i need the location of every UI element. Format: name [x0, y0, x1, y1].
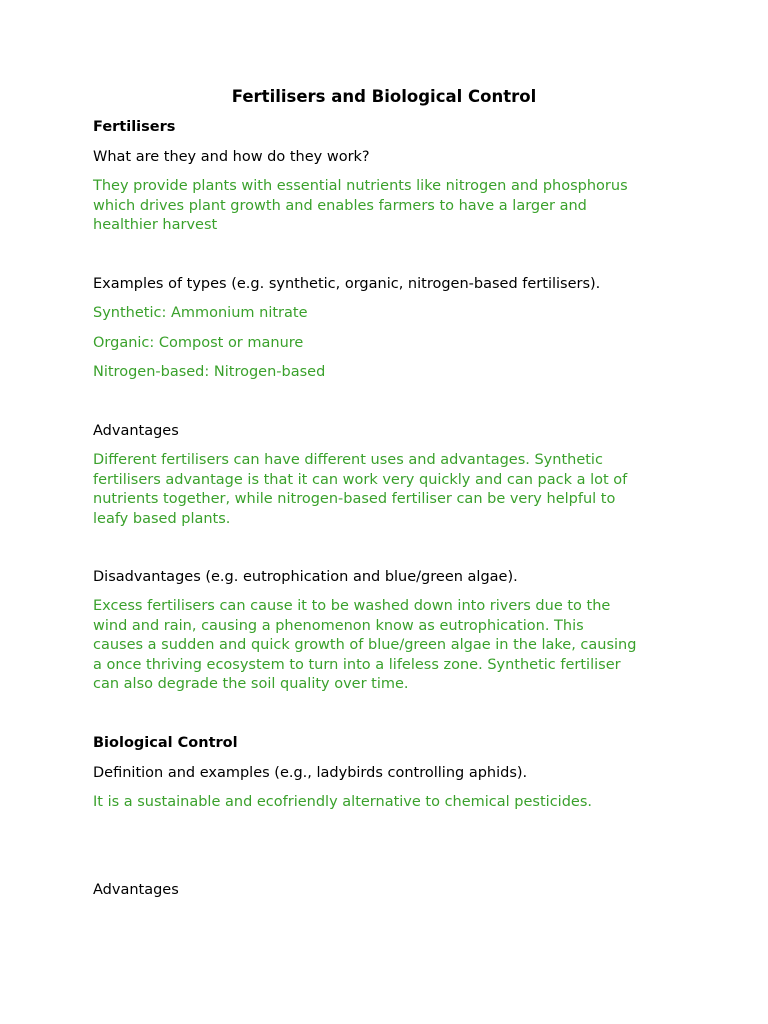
answer-line: It is a sustainable and ecofriendly alternative to chemical pesticides. [93, 794, 592, 810]
document-title: Fertilisers and Biological Control [231, 87, 537, 106]
answer-line: which drives plant growth and enables farmers to have a larger and [93, 198, 587, 214]
answer-line: can also degrade the soil quality over time. [93, 676, 409, 692]
disadvantages-label: Disadvantages (e.g. eutrophication and blue/green algae). [93, 569, 518, 585]
section-heading-fertilisers: Fertilisers [93, 119, 176, 135]
answer-line: leafy based plants. [93, 511, 231, 527]
answer-line: Excess fertilisers can cause it to be washed down into rivers due to the [93, 598, 611, 614]
answer-line: nutrients together, while nitrogen-based fertiliser can be very helpful to [93, 491, 616, 507]
advantages-label: Advantages [93, 423, 179, 439]
question-definition-and-examples: Definition and examples (e.g., ladybirds controlling aphids). [93, 765, 528, 781]
answer-line: healthier harvest [93, 217, 218, 233]
biological-control-advantages-label: Advantages [93, 882, 179, 898]
answer-line: wind and rain, causing a phenomenon know as eutrophication. This [93, 618, 584, 634]
type-synthetic: Synthetic: Ammonium nitrate [93, 305, 308, 321]
type-organic: Organic: Compost or manure [93, 335, 304, 351]
answer-line: a once thriving ecosystem to turn into a lifeless zone. Synthetic fertiliser [93, 657, 621, 673]
answer-line: causes a sudden and quick growth of blue/green algae in the lake, causing [93, 637, 637, 653]
answer-line: fertilisers advantage is that it can work very quickly and can pack a lot of [93, 472, 628, 488]
answer-line: They provide plants with essential nutrients like nitrogen and phosphorus [93, 178, 628, 194]
type-nitrogen-based: Nitrogen-based: Nitrogen-based [93, 364, 326, 380]
question-what-are-they: What are they and how do they work? [93, 149, 370, 165]
section-heading-biological-control: Biological Control [93, 735, 238, 751]
answer-line: Different fertilisers can have different uses and advantages. Synthetic [93, 452, 603, 468]
question-examples-of-types: Examples of types (e.g. synthetic, organic, nitrogen-based fertilisers). [93, 276, 601, 292]
